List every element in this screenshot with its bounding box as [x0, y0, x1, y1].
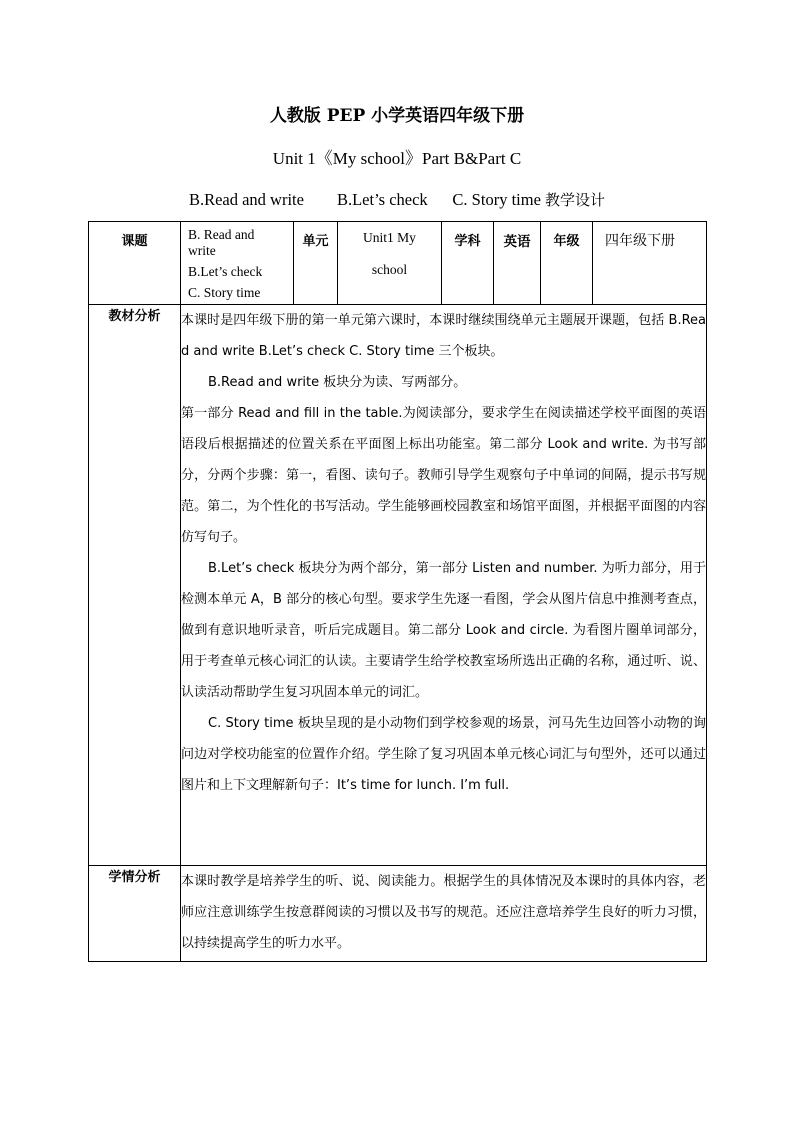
learner-analysis-label: 学情分析 [108, 870, 161, 885]
material-analysis-row [89, 305, 707, 866]
unit-value-cell [338, 222, 442, 305]
grade-label-cell [541, 222, 593, 305]
unit-value-line: Unit1 My [363, 230, 416, 245]
section-list-line [0, 190, 794, 210]
unit-label-cell [294, 222, 338, 305]
learner-paragraph: 本课时教学是培养学生的听、说、阅读能力。根据学生的具体情况及本课时的具体内容，老师应注意训练学生按意群阅读的习惯以及书写的规范。还应注意培养学生良好的听力习惯，以持续提高学生的听力水平。 [181, 874, 706, 951]
lesson-line: write [188, 243, 216, 258]
learner-analysis-row [89, 866, 707, 962]
unit-label: 单元 [302, 234, 329, 249]
info-row [89, 222, 707, 305]
lesson-label-cell [89, 222, 181, 305]
section-list-suffix: 教学设计 [545, 191, 606, 209]
lesson-line: B.Let’s check [188, 264, 263, 279]
unit-value-line: school [371, 262, 408, 277]
learner-analysis-content [181, 866, 707, 962]
learner-analysis-label-cell [89, 866, 181, 962]
subject-label: 学科 [454, 234, 481, 249]
lesson-label: 课题 [121, 234, 148, 249]
lesson-line: B. Read and [188, 227, 255, 242]
material-analysis-label-cell [89, 305, 181, 866]
material-paragraph: 本课时是四年级下册的第一单元第六课时，本课时继续围绕单元主题展开课题，包括 B.Read and write B.Let’s check C. Story time 三个板块。 [181, 313, 706, 359]
lesson-line: C. Story time [188, 285, 261, 300]
material-paragraph: C. Story time 板块呈现的是小动物们到学校参观的场景，河马先生边回答小动物的询问边对学校功能室的位置作介绍。学生除了复习巩固本单元核心词汇与句型外，还可以通过图片和上下文理解新句子：It’s time for lunch. I’m full. [181, 716, 706, 793]
lesson-value-cell [181, 222, 294, 305]
document-title: 人教版 PEP 小学英语四年级下册 [269, 106, 525, 126]
material-paragraph: 第一部分 Read and fill in the table.为阅读部分，要求学生在阅读描述学校平面图的英语语段后根据描述的位置关系在平面图上标出功能室。第二部分 Look and write. 为书写部分，分两个步骤：第一，看图、读句子。教师引导学生观察句子中单词的间隔，提示书写规范。第二，为个性化的书写活动。学生能够画校园教室和场馆平面图，并根据平面图的内容仿写句子。 [181, 406, 706, 545]
lesson-plan-table [88, 221, 707, 962]
material-analysis-label: 教材分析 [108, 309, 161, 324]
material-paragraph: B.Let’s check 板块分为两个部分，第一部分 Listen and number. 为听力部分，用于检测本单元 A，B 部分的核心句型。要求学生先逐一看图，学会从图片信息中推测考查点，做到有意识地听录音，听后完成题目。第二部分 Look and circle. 为看图片圈单词部分，用于考查单元核心词汇的认读。主要请学生给学校教室场所选出正确的名称，通过听、说、认读活动帮助学生复习巩固本单元的词汇。 [181, 561, 706, 700]
material-paragraph: B.Read and write 板块分为读、写两部分。 [208, 375, 467, 390]
material-analysis-content [181, 305, 707, 866]
subject-label-cell [442, 222, 494, 305]
grade-value: 四年级下册 [605, 233, 675, 249]
document-subtitle: Unit 1《My school》Part B&Part C [272, 149, 522, 168]
section-list-text: B.Read and write B.Let’s check C. Story time [188, 190, 546, 209]
subject-value: 英语 [503, 234, 531, 250]
grade-label: 年级 [553, 234, 580, 249]
grade-value-cell [593, 222, 707, 305]
subject-value-cell [494, 222, 541, 305]
